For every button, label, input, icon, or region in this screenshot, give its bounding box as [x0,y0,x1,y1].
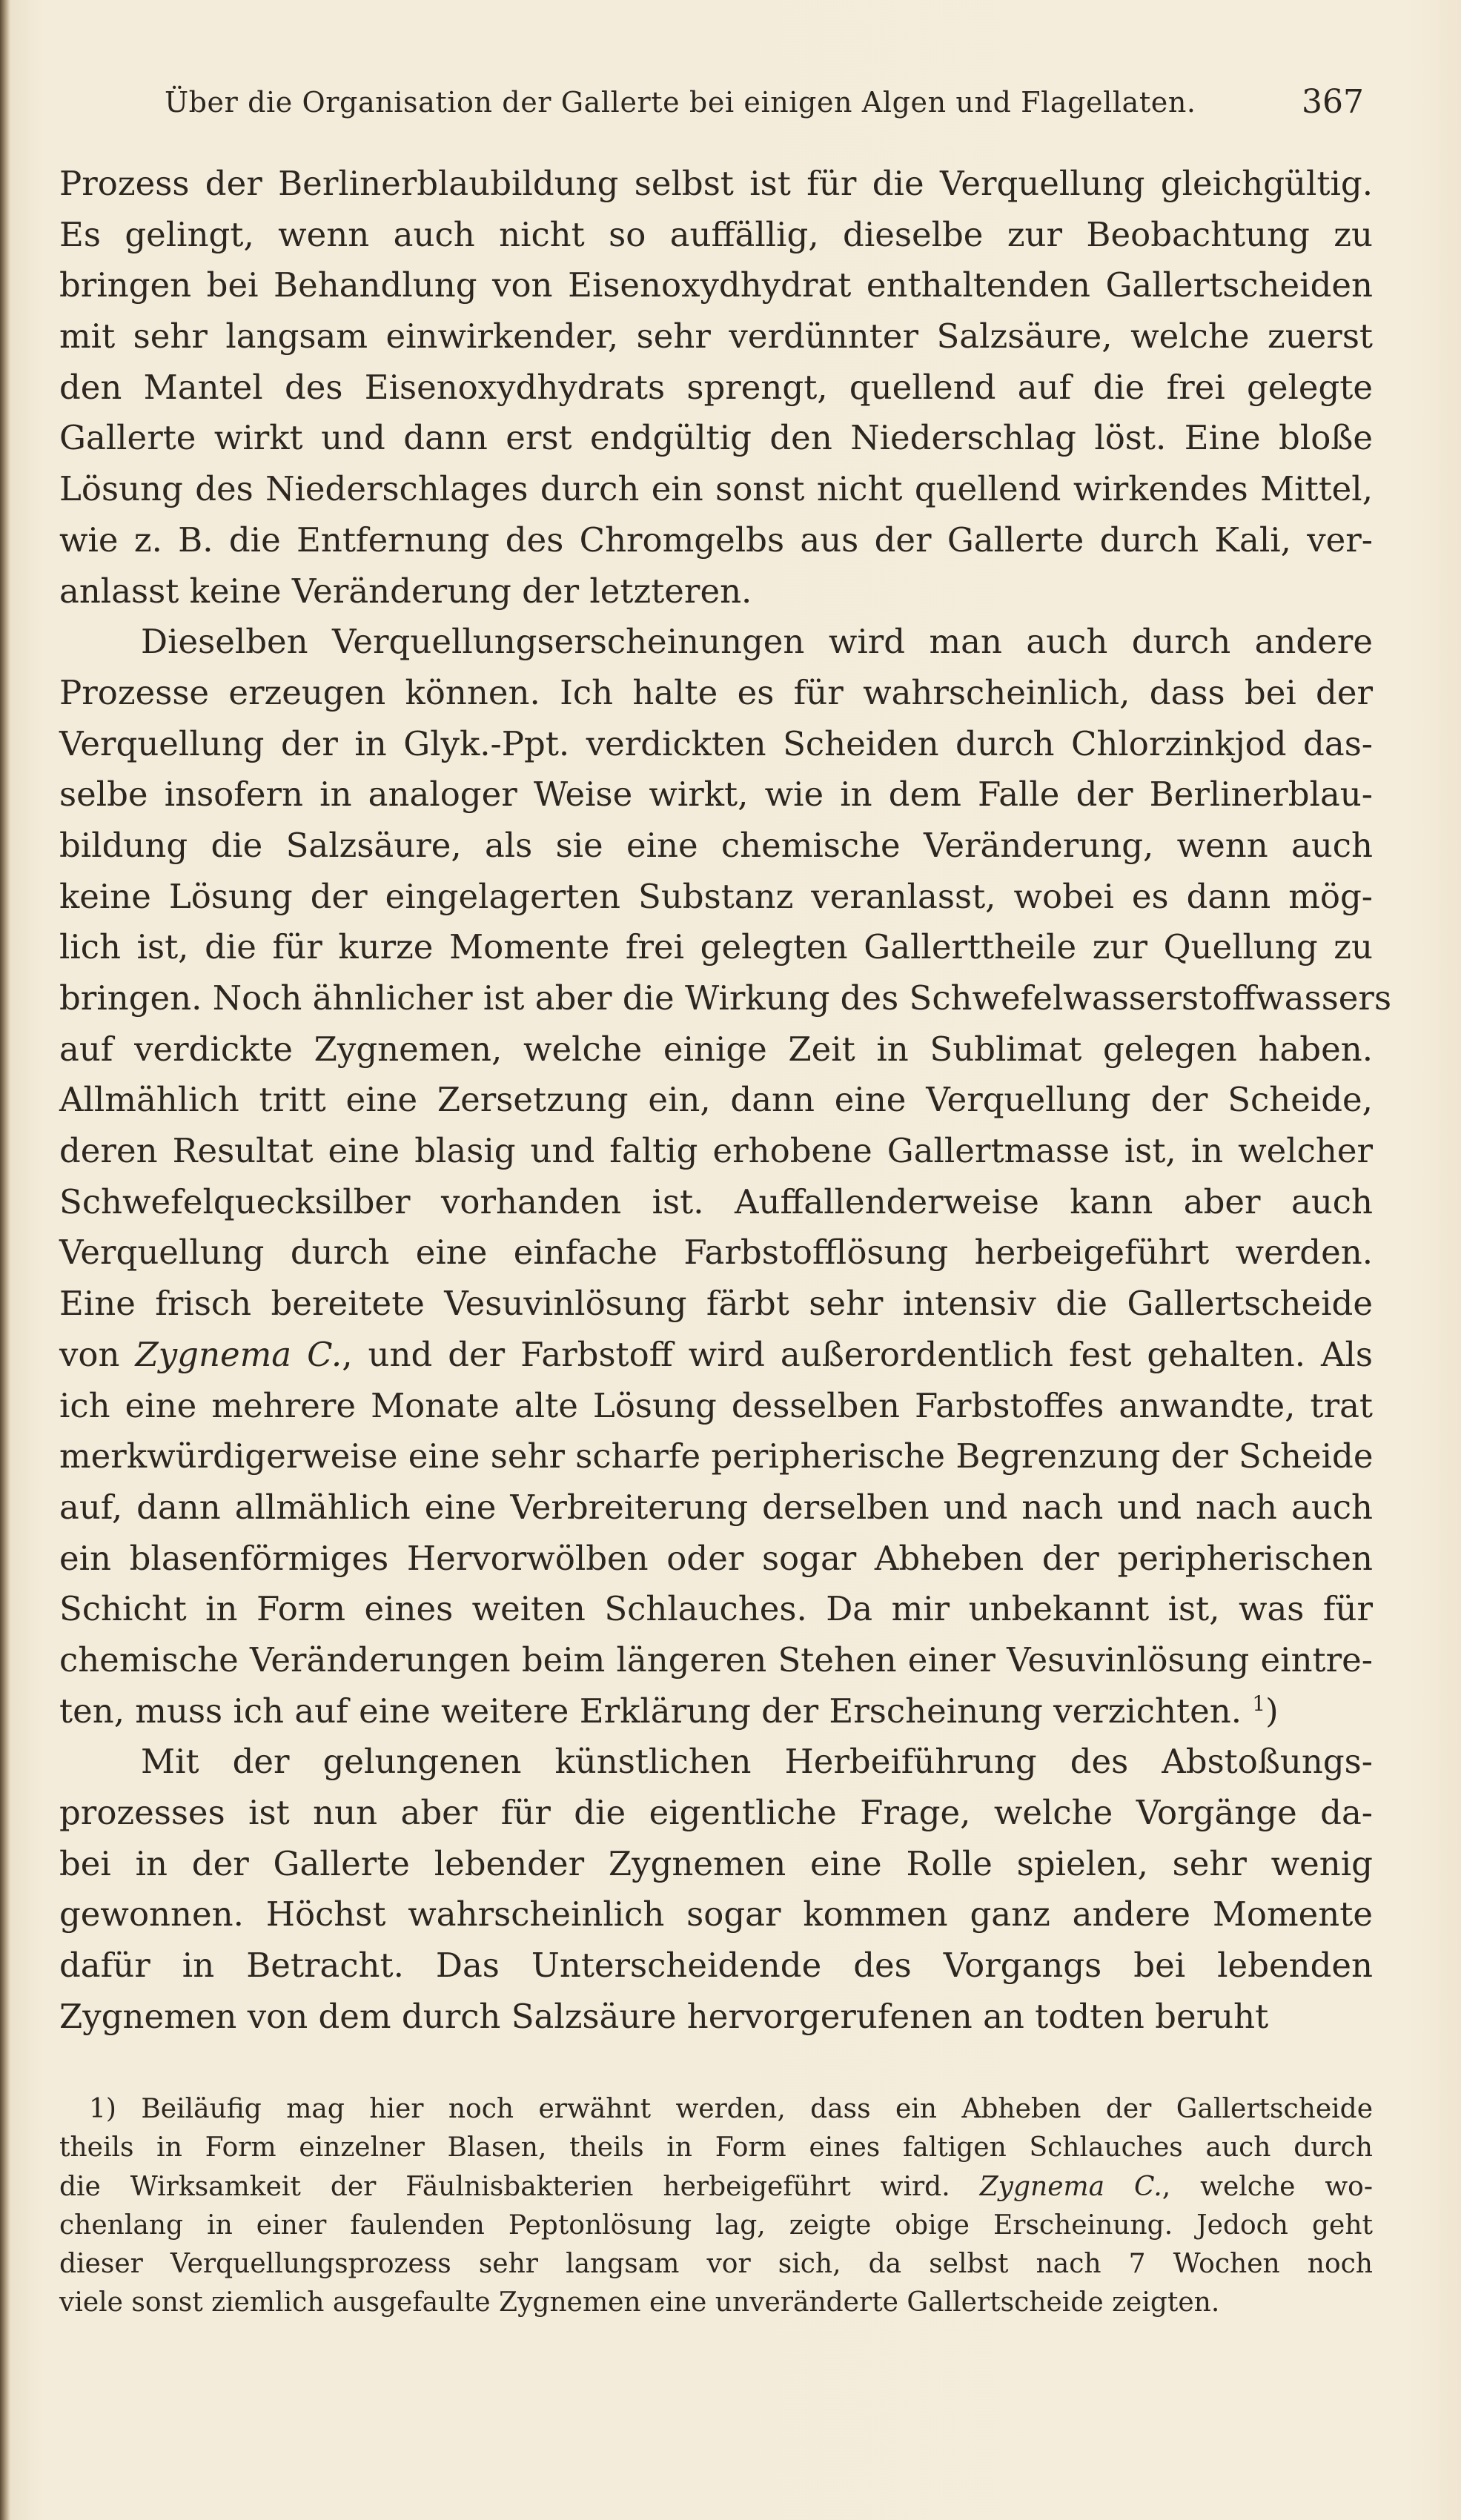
text-segment: auf verdickte Zygnemen, welche einige Zeit in Sublimat gelegen haben. [59,1029,1373,1069]
text-line [59,1533,1373,1585]
text-segment: die Wirksamkeit der Fäulnisbakterien herbeigeführt wird. [59,2171,980,2202]
text-segment: ) [1265,1691,1279,1731]
text-line [59,1075,1373,1126]
text-line [59,1788,1373,1839]
running-header [119,80,1364,125]
italic-species-name: Zygnema C. [135,1334,342,1374]
text-segment: Eine frisch bereitete Vesuvinlösung färbt sehr intensiv die Gallertscheide [59,1284,1373,1324]
text-segment: chenlang in einer faulenden Peptonlösung lag, zeigte obige Erscheinung. Jedoch geht [59,2209,1373,2241]
footnote-line [59,2245,1373,2284]
text-segment: Es gelingt, wenn auch nicht so auffällig, dieselbe zur Beobachtung zu [59,214,1373,254]
text-line [59,464,1373,515]
footnote-line [59,2284,1373,2322]
text-line [59,1177,1373,1228]
text-segment: bringen. Noch ähnlicher ist aber die Wirkung des Schwefelwasserstoffwassers [59,978,1392,1018]
text-line [59,566,1373,617]
text-segment: keine Lösung der eingelagerten Substanz veranlasst, wobei es dann mög- [59,876,1373,916]
text-line [59,159,1373,210]
text-line [59,1839,1373,1890]
text-segment: , welche wo- [1162,2171,1374,2202]
text-segment: ein blasenförmiges Hervorwölben oder sogar Abheben der peripherischen [59,1538,1373,1578]
text-line [59,311,1373,362]
text-segment: Zygnemen von dem durch Salzsäure hervorgerufenen an todten beruht [59,1996,1269,2036]
text-segment: bei in der Gallerte lebender Zygnemen eine Rolle spielen, sehr wenig [59,1843,1373,1883]
text-line [59,719,1373,770]
footnote-ref: 1 [1252,1691,1266,1716]
text-line [59,515,1373,566]
running-title: Über die Organisation der Gallerte bei einigen Algen und Flagellaten. [165,86,1196,119]
text-segment: 1) Beiläufig mag hier noch erwähnt werden, dass ein Abheben der Gallertscheide [89,2094,1373,2124]
text-line [59,210,1373,261]
text-segment: gewonnen. Höchst wahrscheinlich sogar kommen ganz andere Momente [59,1894,1373,1934]
page-spine-shadow [0,0,10,2520]
text-line [59,1482,1373,1533]
text-segment: Schicht in Form eines weiten Schlauches. Da mir unbekannt ist, was für [59,1589,1373,1629]
text-segment: ich eine mehrere Monate alte Lösung desselben Farbstoffes anwandte, trat [59,1385,1373,1425]
text-line [59,1940,1373,1992]
text-line [59,769,1373,820]
text-line [59,1992,1373,2043]
text-segment: prozesses ist nun aber für die eigentliche Frage, welche Vorgänge da- [59,1793,1373,1832]
italic-species-name: Zygnema C. [979,2171,1162,2202]
text-line [59,1126,1373,1177]
body-text [59,159,1392,2042]
text-segment: lich ist, die für kurze Momente frei gelegten Gallerttheile zur Quellung zu [59,927,1373,967]
footnote-line [59,2090,1373,2129]
text-line [59,1227,1373,1279]
text-segment: ten, muss ich auf eine weitere Erklärung der Erscheinung verzichten. [59,1691,1253,1731]
text-line [59,413,1373,464]
text-line [59,1686,1373,1737]
text-segment: Allmählich tritt eine Zersetzung ein, dann eine Verquellung der Scheide, [59,1080,1373,1120]
text-segment: Lösung des Niederschlages durch ein sonst nicht quellend wirkendes Mittel, [59,469,1373,509]
text-line [59,973,1392,1024]
text-segment: theils in Form einzelner Blasen, theils in Form eines faltigen Schlauches auch durch [59,2132,1373,2163]
text-segment: den Mantel des Eisenoxydhydrats sprengt, quellend auf die frei gelegte [59,367,1373,407]
text-line [59,1635,1373,1686]
text-segment: Gallerte wirkt und dann erst endgültig den Niederschlag löst. Eine bloße [59,418,1373,458]
text-segment: chemische Veränderungen beim längeren Stehen einer Vesuvinlösung eintre- [59,1639,1373,1680]
text-segment: Schwefelquecksilber vorhanden ist. Auffallenderweise kann aber auch [59,1181,1373,1221]
text-segment: anlasst keine Veränderung der letzteren. [59,571,752,611]
text-line [59,362,1373,414]
text-segment: Dieselben Verquellungserscheinungen wird man auch durch andere [141,622,1373,662]
text-line [59,1279,1373,1330]
text-segment: Mit der gelungenen künstlichen Herbeiführung des Abstoßungs- [141,1742,1373,1782]
text-segment: deren Resultat eine blasig und faltig erhobene Gallertmasse ist, in welcher [59,1131,1373,1171]
text-line [59,1889,1373,1940]
page-number: 367 [1302,83,1364,121]
text-segment: Verquellung der in Glyk.-Ppt. verdickten Scheiden durch Chlorzinkjod das- [59,723,1373,763]
text-segment: dafür in Betracht. Das Unterscheidende des Vorgangs bei lebenden [59,1946,1373,1986]
footnote-line [59,2168,1373,2206]
text-segment: wie z. B. die Entfernung des Chromgelbs aus der Gallerte durch Kali, ver- [59,520,1373,560]
text-line [59,617,1373,668]
footnote-line [59,2206,1373,2245]
text-segment: Prozess der Berlinerblaubildung selbst ist für die Verquellung gleichgültig. [59,164,1373,203]
text-line [59,260,1373,311]
text-segment: dieser Verquellungsprozess sehr langsam vor sich, da selbst nach 7 Wochen noch [59,2249,1373,2280]
text-segment: merkwürdigerweise eine sehr scharfe peripherische Begrenzung der Scheide [59,1436,1374,1476]
text-line [59,1737,1373,1788]
text-segment: viele sonst ziemlich ausgefaulte Zygnemen eine unveränderte Gallertscheide zeigten. [59,2287,1220,2318]
text-segment: bringen bei Behandlung von Eisenoxydhydrat enthaltenden Gallertscheiden [59,265,1373,305]
text-line [59,1431,1373,1482]
text-line [59,922,1373,973]
text-segment: auf, dann allmählich eine Verbreiterung derselben und nach und nach auch [59,1487,1373,1527]
text-line [59,1584,1373,1635]
footnote [59,2090,1373,2323]
text-segment: bildung die Salzsäure, als sie eine chemische Veränderung, wenn auch [59,825,1373,865]
text-line [59,1024,1373,1075]
text-line [59,1381,1373,1432]
text-line [59,872,1373,923]
text-segment: Verquellung durch eine einfache Farbstofflösung herbeigeführt werden. [59,1233,1373,1273]
text-segment: Prozesse erzeugen können. Ich halte es für wahrscheinlich, dass bei der [59,672,1373,712]
text-segment: von [59,1334,136,1374]
text-segment: selbe insofern in analoger Weise wirkt, wie in dem Falle der Berlinerblau- [59,775,1373,815]
text-segment: , und der Farbstoff wird außerordentlich fest gehalten. Als [342,1334,1373,1374]
text-segment: mit sehr langsam einwirkender, sehr verdünnter Salzsäure, welche zuerst [59,316,1373,357]
text-line [59,1330,1373,1381]
footnote-line [59,2129,1373,2167]
text-line [59,668,1373,719]
text-line [59,820,1373,872]
